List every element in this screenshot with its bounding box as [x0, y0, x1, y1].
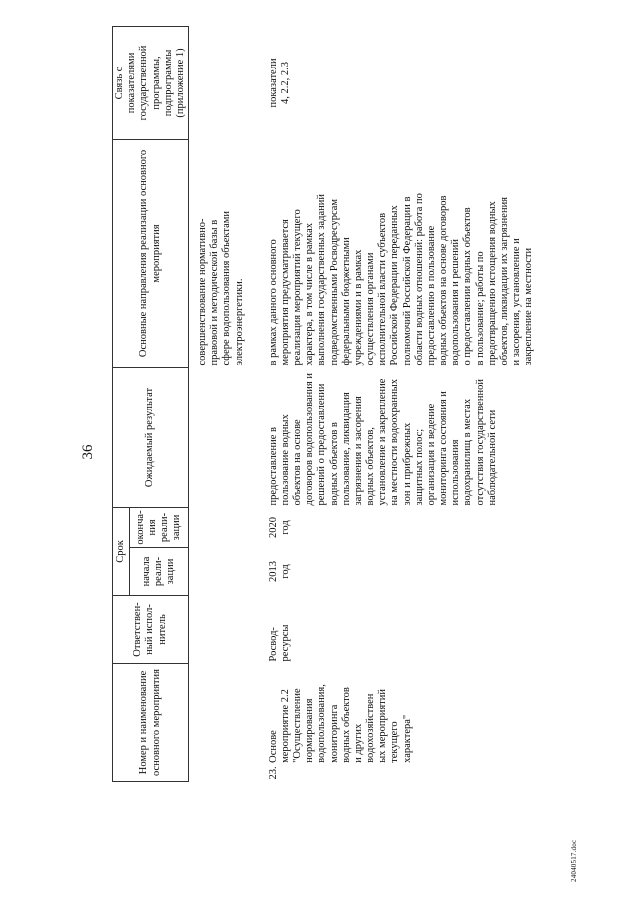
- file-label: 24040517.doc: [570, 839, 578, 882]
- row23-directions: в рамках данного основного мероприятия предусматривается реализация мероприятий текущего характера, в том числе в рамках выполнения государственных заданий подведомственными Росводресурсам федеральными бюджетными учреждениями и в рамках осуществления органами исполнительной власти субъектов Российской Федерации переданных полномочий Российской Федерации в области водных отношений: работа по предоставлению в пользование водных объектов на основе договоров водопользования и решений о предоставлении водных объектов в пользование; работы по предотвращению истощения водных объектов, ликвидации их загрязнения и засорения, установление и закрепление на местности: [267, 193, 535, 366]
- header-executor: Ответствен- ный испол- нитель: [113, 596, 189, 664]
- header-number-name: Номер и наименование основного мероприятия: [113, 664, 189, 782]
- continuation-directions: совершенствование нормативно- правовой и методической базы в сфере водопользования объектами электроэнергетики.: [197, 210, 245, 366]
- row23-result: предоставление в пользование водных объектов на основе договоров водопользования и решений о предоставлении водных объектов в пользование, ликвидация загрязнения и засорения водных объектов, установление и закрепление на местности водоохранных зон и прибрежных защитных полос; организация и ведение мониторинга состояния и использования водохранилищ в местах отсутствия государственной наблюдательной сети: [267, 373, 498, 506]
- page-number: 36: [80, 444, 96, 460]
- header-srok: Срок: [113, 507, 130, 595]
- table-header-row: [113, 26, 130, 781]
- table-row-continuation: [197, 26, 246, 781]
- row23-executor: Росвод- ресурсы: [267, 624, 291, 662]
- row23-number: 23.: [267, 766, 279, 780]
- table-row-23: [268, 26, 536, 781]
- header-directions: Основные направления реализации основного мероприятия: [113, 139, 189, 367]
- header-start: начала реали- зации: [130, 548, 189, 596]
- rotated-document-page: [60, 22, 600, 882]
- row23-end: 2020 год: [267, 517, 291, 538]
- header-link-indicators: Связь с показателями государственной программы, подпрограммы (приложение 1): [113, 26, 189, 139]
- header-end: оконча- ния реали- зации: [130, 507, 189, 547]
- row23-link: показатели 4, 2.2, 2.3: [267, 58, 291, 108]
- row23-start: 2013 год: [267, 561, 291, 582]
- measures-table: [112, 26, 535, 782]
- row23-name: Основе мероприятие 2.2 "Осуществление нормирования водопользования, мониторинга водных объектов и других водохозяйствен ых мероприятий текущего характера": [267, 684, 413, 763]
- header-expected-result: Ожидаемый результат: [113, 367, 189, 507]
- row23-number-name: [268, 664, 536, 782]
